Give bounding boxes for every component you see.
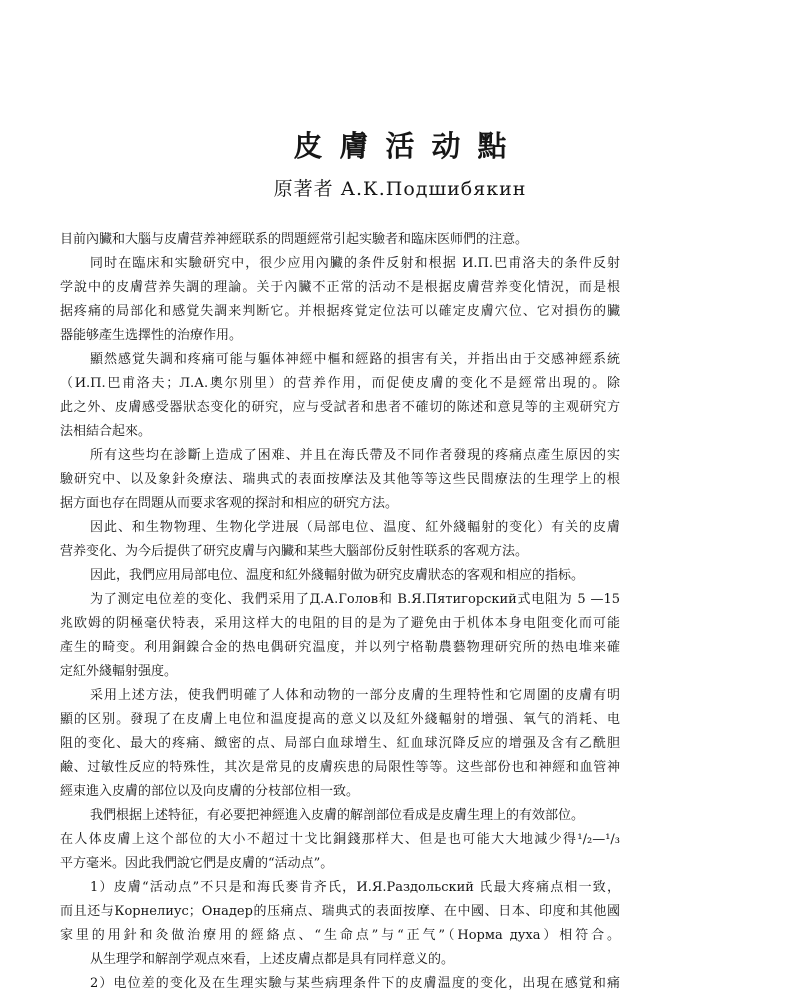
- text-line: 驗研究中、以及象針灸療法、瑞典式的表面按摩法及其他等等这些民間療法的生理学上的根: [60, 472, 620, 487]
- text-line: 鹼、过敏性反应的特殊性，其次是常見的皮膚疾患的局限性等等。这些部份也和神經和血管神: [60, 760, 620, 775]
- author-line: 原著者 А.К.Подшибякин: [273, 178, 527, 200]
- text-line: 营养变化、为今后提供了研究皮膚与內臟和某些大腦部份反射性联系的客观方法。: [60, 544, 529, 559]
- text-line: 所有这些均在診斷上造成了困难、并且在海氏帶及不同作者發現的疼痛点產生原因的实: [90, 448, 620, 463]
- text-line: 因此、和生物物理、生物化学进展（局部电位、温度、紅外綫輻射的变化）有关的皮膚: [90, 520, 620, 535]
- text-line: 目前內臟和大腦与皮膚营养神經联系的問題經常引起实驗者和臨床医师們的注意。: [60, 232, 529, 247]
- text-line: 学說中的皮膚营养失調的理論。关于內臟不正常的活动不是根据皮膚营养变化情況，而是根: [60, 280, 620, 295]
- text-line: 顯的区别。發現了在皮膚上电位和温度提高的意义以及紅外綫輻射的增强、氧气的消耗、电: [60, 712, 620, 727]
- text-line: 因此，我們应用局部电位、温度和紅外綫輻射做为研究皮膚狀态的客观和相应的指标。: [90, 568, 585, 583]
- text-line: （И.П.巴甫洛夫；Л.А.奧尔別里）的营养作用，而促使皮膚的变化不是經常出現的。除: [60, 376, 620, 391]
- text-line: 阻的变化、最大的疼痛、緻密的点、局部白血球增生、紅血球沉降反应的增强及含有乙酰胆: [60, 736, 620, 751]
- text-line: 經束進入皮膚的部位以及向皮膚的分枝部位相一致。: [60, 784, 360, 799]
- text-line: 据疼痛的局部化和感覚失調来判断它。并根据疼覚定位法可以確定皮膚穴位、它对損伤的臟: [60, 304, 620, 319]
- text-line: 定紅外綫輻射强度。: [60, 664, 178, 679]
- text-line: 此之外、皮膚感受器狀态变化的研究，应与受試者和患者不確切的陈述和意見等的主观研究方: [60, 400, 620, 415]
- text-line: 兆欧姆的阴極毫伏特表，采用这样大的电阻的目的是为了避免由于机体本身电阻变化而可能: [60, 616, 620, 631]
- text-line: 从生理学和解剖学观点來看，上述皮膚点都是具有同样意义的。: [90, 952, 455, 967]
- text-line: 同时在臨床和实驗研究中，很少应用內臟的条件反射和根据 И.П.巴甫洛夫的条件反射: [90, 256, 620, 271]
- text-line: 据方面也存在問題从而要求客观的探討和相应的研究方法。: [60, 496, 399, 511]
- text-line: 为了测定电位差的变化、我們采用了Д.А.Голов和 В.Я.Пятигорский式电阻为 5 —15: [90, 592, 620, 607]
- text-line: 法相結合起來。: [60, 424, 152, 439]
- text-line: 在人体皮膚上这个部位的大小不超过十戈比銅錢那样大、但是也可能大大地減少得¹/₂—¹/₃: [60, 832, 620, 847]
- text-line: 產生的畸变。利用銅鎳合金的热电偶研究温度，并以列宁格勒農藝物理研究所的热电堆来確: [60, 640, 620, 655]
- text-line: 1）皮膚“活动点”不只是和海氏麥肯齐氏，И.Я.Раздольский 氏最大疼痛点相一致，: [90, 880, 620, 895]
- document-title: 皮膚活动點: [293, 129, 524, 163]
- text-line: 顯然感覚失調和疼痛可能与軀体神經中樞和經路的損害有关，并指出由于交感神經系統: [90, 352, 620, 367]
- text-line: 采用上述方法，使我們明確了人体和动物的一部分皮膚的生理特性和它周圍的皮膚有明: [90, 688, 620, 703]
- text-line: 2）电位差的变化及在生理实驗与某些病理条件下的皮膚温度的变化，出現在感覚和痛: [90, 976, 620, 991]
- text-line: 家里的用針和灸做治療用的經絡点、“生命点”与“正气”（Норма духа）相符合。: [60, 928, 620, 943]
- text-line: 平方毫米。因此我們說它們是皮膚的“活动点”。: [60, 856, 334, 871]
- text-line: 而且还与Корнелиус；Онадер的压痛点、瑞典式的表面按摩、在中國、日本、印度和其他國: [60, 904, 620, 919]
- text-line: 我們根据上述特征，有必要把神經進入皮膚的解剖部位看成是皮膚生理上的有效部位。: [90, 808, 585, 823]
- text-line: 器能够產生选擇性的治療作用。: [60, 328, 243, 343]
